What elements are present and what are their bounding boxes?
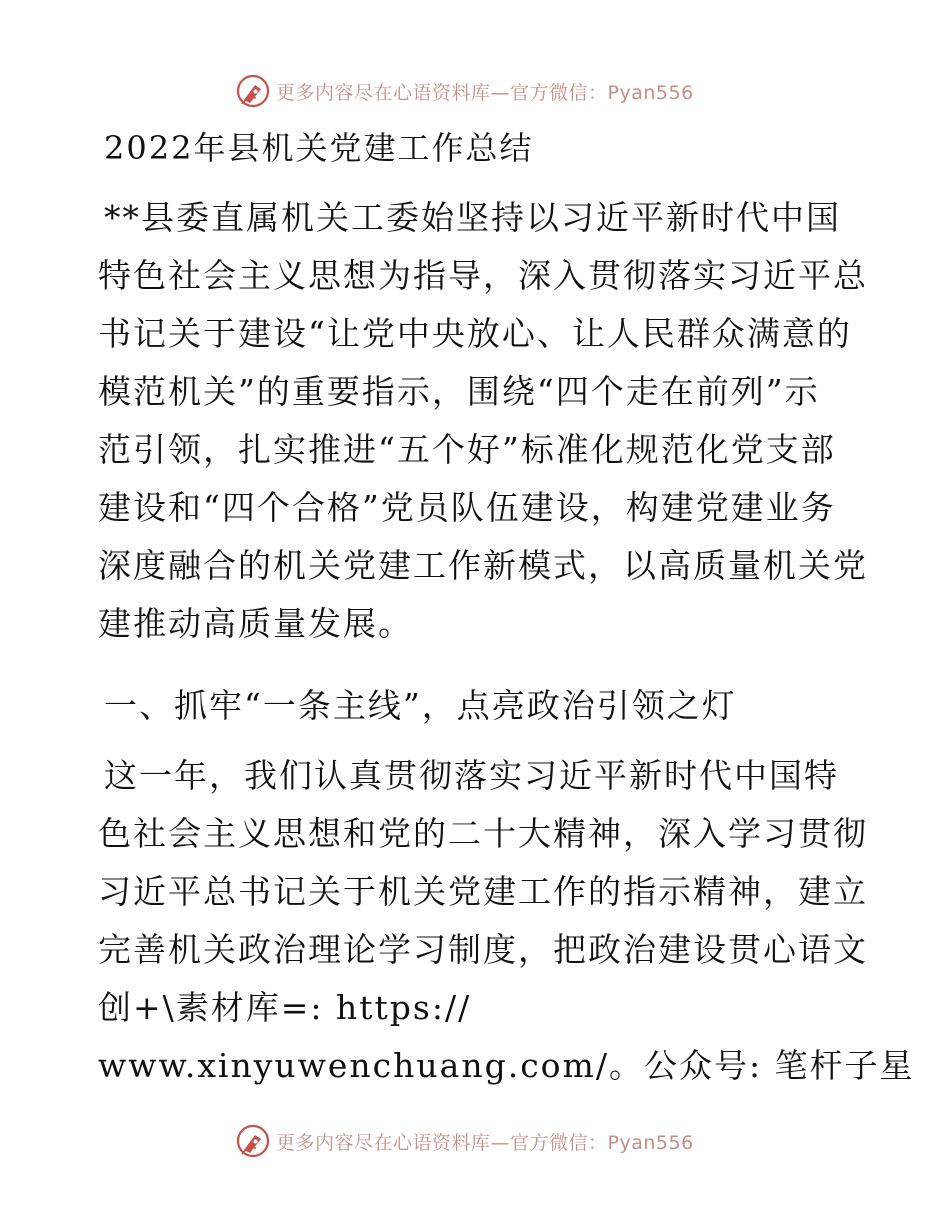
section-heading: 一、抓牢“一条主线”，点亮政治引领之灯 [104,686,737,725]
intro-line: 建设和“四个合格”党员队伍建设，构建党建业务 [98,488,836,527]
watermark-text: 更多内容尽在心语资料库—官方微信：Pyan556 [276,1131,694,1154]
intro-line: 书记关于建设“让党中央放心、让人民群众满意的 [98,314,852,353]
wechat-id: Pyan556 [607,81,694,104]
intro-line: 模范机关”的重要指示，围绕“四个走在前列”示 [98,372,820,411]
intro-line: **县委直属机关工委始坚持以习近平新时代中国 [104,198,841,237]
section-line: 完善机关政治理论学习制度，把政治建设贯心语文 [98,930,868,969]
watermark-banner-bottom [236,1124,694,1158]
pen-nib-logo-icon [236,74,270,108]
watermark-banner-top [236,74,694,108]
section-line: 色社会主义思想和党的二十大精神，深入学习贯彻 [98,814,868,853]
document-title: 2022年县机关党建工作总结 [104,129,534,167]
section-line: 习近平总书记关于机关党建工作的指示精神，建立 [98,872,868,911]
intro-line: 特色社会主义思想为指导，深入贯彻落实习近平总 [98,256,868,295]
section-line: www.xinyuwenchuang.com/。公众号: 笔杆子星 [98,1046,915,1085]
section-line: 这一年，我们认真贯彻落实习近平新时代中国特 [104,756,839,795]
intro-line: 建推动高质量发展。 [98,604,413,643]
section-line: 创+\素材库=: https:// [98,988,472,1027]
intro-line: 范引领，扎实推进“五个好”标准化规范化党支部 [98,430,836,469]
pen-nib-logo-icon [236,1124,270,1158]
wechat-id: Pyan556 [607,1131,694,1154]
intro-line: 深度融合的机关党建工作新模式，以高质量机关党 [98,546,868,585]
watermark-text: 更多内容尽在心语资料库—官方微信：Pyan556 [276,81,694,104]
